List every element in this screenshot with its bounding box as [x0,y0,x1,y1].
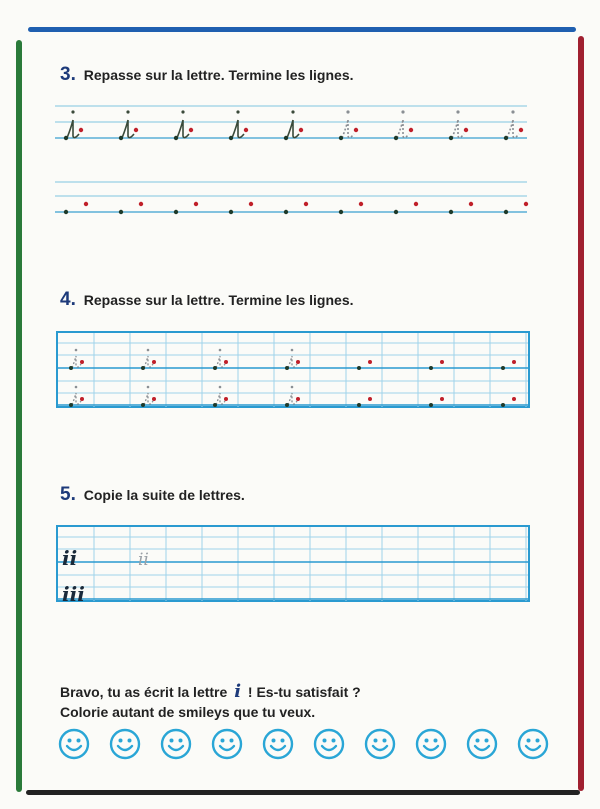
exercise-4-number: 4. [60,289,76,310]
ex4-letter-cell[interactable] [285,349,300,370]
smiley-icon[interactable] [58,728,90,760]
bravo-message [60,682,361,722]
exercise-4-text: Repasse sur la lettre. Termine les lignes. [83,292,354,308]
ex4-letter-cell[interactable] [213,349,228,370]
exercise-5-tracing-ii: ii [138,550,149,570]
ex4-letter-cell[interactable] [69,386,84,407]
exercise-5-number: 5. [60,484,76,505]
border-top-blue [28,27,576,32]
border-left-green [16,40,22,792]
smiley-icon[interactable] [262,728,294,760]
ex3-tracing-letter[interactable] [449,110,468,140]
exercise-5-text: Copie la suite de lettres. [83,487,245,503]
exercise-3-number: 3. [60,64,76,85]
ex4-letter-cell[interactable] [141,349,156,370]
smiley-row [58,728,558,762]
ex3-tracing-letter[interactable] [394,110,413,140]
exercise-5-instruction [60,484,245,506]
smiley-icon[interactable] [313,728,345,760]
exercise-5-grid[interactable] [56,525,530,603]
exercise-3-tracing-lines[interactable] [55,98,530,220]
ex4-letter-cell[interactable] [69,349,84,370]
exercise-3-instruction [60,64,354,86]
smiley-icon[interactable] [415,728,447,760]
smiley-icon[interactable] [517,728,549,760]
ex3-tracing-letter[interactable] [339,110,358,140]
bravo-line [60,682,361,702]
ex4-letter-cell[interactable] [141,386,156,407]
smiley-icon[interactable] [109,728,141,760]
bravo-question: ! Es-tu satisfait ? [247,684,361,700]
ex3-tracing-letter[interactable] [64,110,83,140]
border-right-red [578,36,584,791]
ex4-letter-cell[interactable] [285,386,300,407]
exercise-3-text: Repasse sur la lettre. Termine les lignes. [83,67,354,83]
ex3-tracing-letter[interactable] [119,110,138,140]
ex3-tracing-letter[interactable] [284,110,303,140]
exercise-4-grid[interactable] [56,331,530,409]
smiley-icon[interactable] [211,728,243,760]
exercise-5-model-iii: iii [62,582,85,603]
colorie-line: Colorie autant de smileys que tu veux. [60,704,316,720]
smiley-icon[interactable] [466,728,498,760]
exercise-5-model-ii: ii [62,546,78,570]
ex4-letter-cell[interactable] [213,386,228,407]
ex3-tracing-letter[interactable] [174,110,193,140]
bravo-letter: i [234,681,242,702]
bravo-text: Bravo, tu as écrit la lettre [60,684,228,700]
border-bottom-black [26,790,580,795]
ex3-tracing-letter[interactable] [229,110,248,140]
smiley-icon[interactable] [160,728,192,760]
exercise-4-instruction [60,289,354,311]
ex3-tracing-letter[interactable] [504,110,523,140]
smiley-icon[interactable] [364,728,396,760]
